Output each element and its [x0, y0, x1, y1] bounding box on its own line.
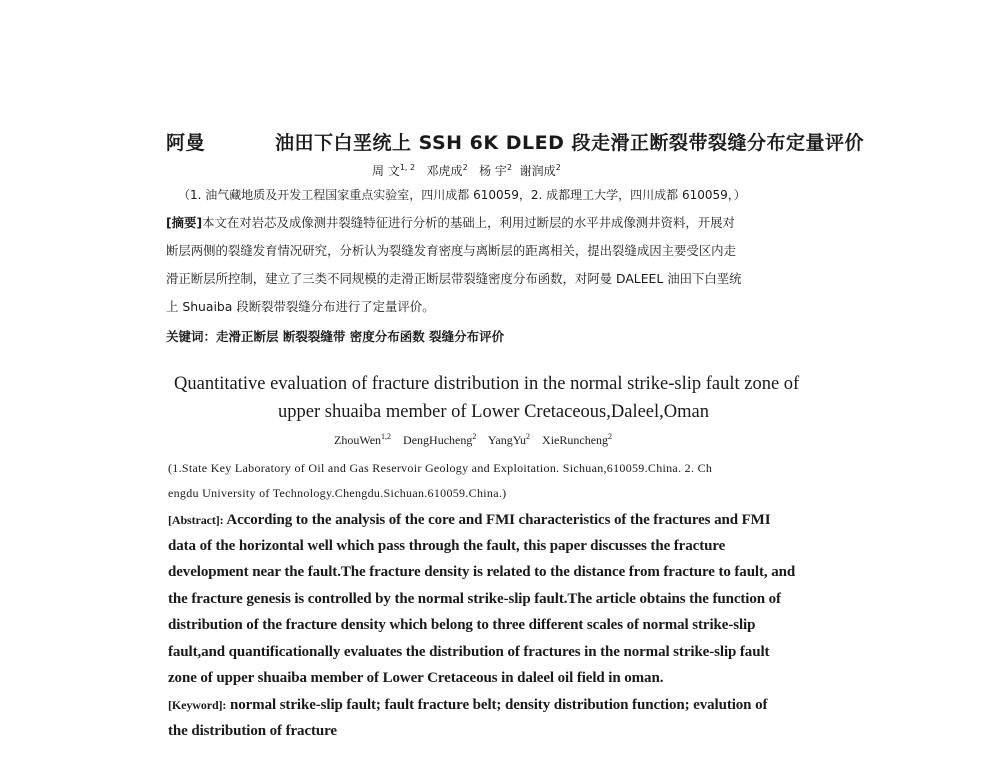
- keywords-label: 关键词：: [166, 329, 217, 344]
- chinese-affiliation: （1. 油气藏地质及开发工程国家重点实验室，四川成都 610059，2. 成都理工大学，四川成都 610059，）: [178, 188, 746, 202]
- abstract-text: 本文在对岩芯及成像测井裂缝特征进行分析的基础上，利用过断层的水平井成像测井资料，开展对: [202, 215, 735, 230]
- chinese-authors: [372, 162, 561, 179]
- chinese-abstract-line: [166, 213, 735, 231]
- english-authors: [334, 432, 612, 448]
- english-abstract-line: data of the horizontal well which pass through the fault, this paper discusses the fracture: [168, 538, 726, 554]
- author-name: 周 文: [372, 164, 400, 178]
- english-title-line1: Quantitative evaluation of fracture distribution in the normal strike-slip fault zone of: [174, 374, 800, 394]
- english-abstract-line: development near the fault.The fracture density is related to the distance from fracture to fault, and: [168, 564, 796, 580]
- english-abstract-line: the fracture genesis is controlled by the normal strike-slip fault.The article obtains the function of: [168, 591, 781, 607]
- english-title-line2: upper shuaiba member of Lower Cretaceous,Daleel,Oman: [278, 402, 709, 422]
- author-sup: 2: [472, 432, 477, 441]
- english-abstract-line: zone of upper shuaiba member of Lower Cretaceous in daleel oil field in oman.: [168, 670, 664, 686]
- author-sup: 1, 2: [399, 163, 416, 172]
- chinese-abstract-label: [摘要]: [166, 215, 203, 230]
- chinese-title: [166, 128, 864, 155]
- author-name: DengHucheng: [403, 433, 473, 447]
- chinese-abstract-line: 断层两侧的裂缝发育情况研究，分析认为裂缝发育密度与离断层的距离相关，提出裂缝成因主要受区内走: [166, 243, 736, 258]
- author-name: 杨 宇: [479, 164, 507, 178]
- english-affiliation-line: engdu University of Technology.Chengdu.Sichuan.610059.China.): [168, 486, 507, 500]
- author-sup: 2: [608, 432, 613, 441]
- chinese-keywords: [166, 327, 504, 345]
- english-keyword-line: [168, 697, 767, 714]
- english-abstract-line: fault,and quantificationally evaluates the distribution of fractures in the normal strike-slip fault: [168, 644, 770, 660]
- english-abstract-line: distribution of the fracture density which belong to three different scales of normal strike-slip: [168, 617, 756, 633]
- chinese-title-part2: 油田下白垩统上 SSH 6K DLED 段走滑正断裂带裂缝分布定量评价: [275, 132, 864, 154]
- author-sup: 2: [462, 163, 468, 172]
- author-name: ZhouWen: [334, 433, 382, 447]
- chinese-abstract-line: 滑正断层所控制，建立了三类不同规模的走滑正断层带裂缝密度分布函数，对阿曼 DALEEL 油田下白垩统: [166, 271, 742, 286]
- abstract-label: [Abstract]:: [168, 513, 224, 527]
- chinese-abstract-line: 上 Shuaiba 段断裂带裂缝分布进行了定量评价。: [166, 299, 435, 314]
- author-name: 邓虎成: [426, 164, 463, 178]
- keywords-text: 走滑正断层 断裂裂缝带 密度分布函数 裂缝分布评价: [216, 329, 505, 344]
- english-affiliation-line: (1.State Key Laboratory of Oil and Gas Reservoir Geology and Exploitation. Sichuan,610059.China. 2. Ch: [168, 461, 713, 475]
- chinese-title-part1: 阿曼: [166, 132, 206, 154]
- author-sup: 1,2: [381, 432, 392, 441]
- keyword-label: [Keyword]:: [168, 698, 227, 712]
- author-sup: 2: [555, 163, 561, 172]
- author-name: YangYu: [487, 433, 527, 447]
- english-abstract-line: [168, 512, 770, 529]
- english-keyword-line: the distribution of fracture: [168, 723, 337, 739]
- author-name: XieRuncheng: [542, 433, 609, 447]
- keyword-text: normal strike-slip fault; fault fracture belt; density distribution function; evalution of: [229, 697, 768, 713]
- author-sup: 2: [526, 432, 531, 441]
- author-sup: 2: [506, 163, 513, 172]
- author-name: 谢润成: [519, 164, 556, 178]
- abstract-text: According to the analysis of the core and FMI characteristics of the fractures and FMI: [226, 512, 771, 528]
